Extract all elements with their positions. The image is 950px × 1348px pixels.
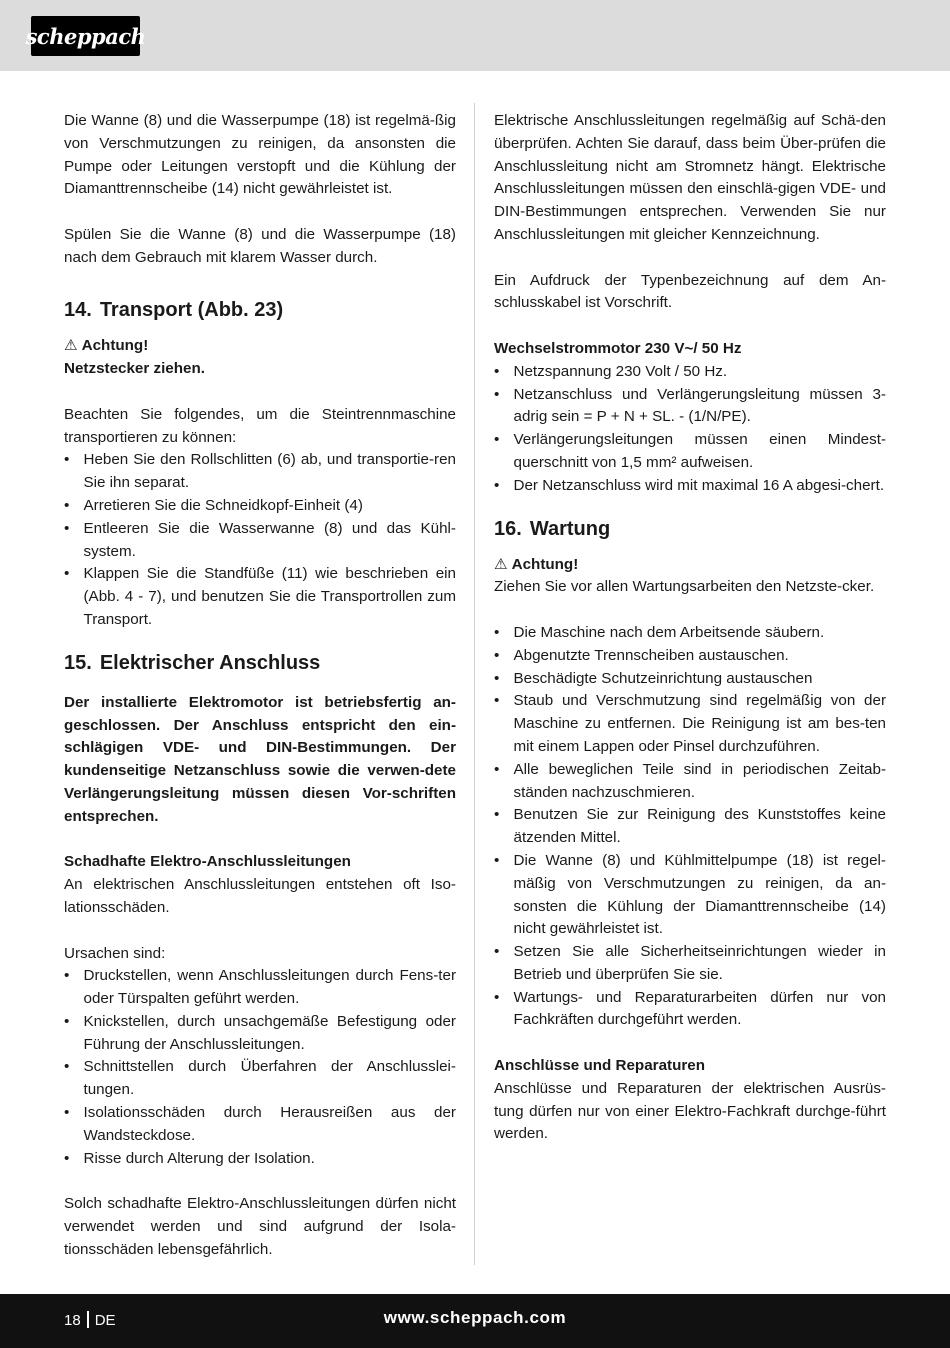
warning-triangle-icon: ⚠ [494, 555, 508, 573]
page-number: 18 [64, 1312, 81, 1329]
section-heading-transport [64, 292, 456, 335]
footer-bar [0, 1294, 950, 1348]
list-item: • Druckstellen, wenn Anschlussleitungen durch Fens-ter oder Türspalten geführt werden. [64, 965, 456, 1011]
website-url: www.scheppach.com [383, 1308, 567, 1327]
list-item: • Knickstellen, durch unsachgemäße Befestigung oder Führung der Anschlussleitungen. [64, 1011, 456, 1057]
paragraph-damaged-cables: An elektrischen Anschlussleitungen entstehen oft Iso-lationsschäden. [64, 876, 456, 916]
subheading-repairs: Anschlüsse und Reparaturen [494, 1057, 705, 1075]
subheading-ac-motor: Wechselstrommotor 230 V~/ 50 Hz [494, 339, 742, 357]
causes-list [64, 965, 456, 1170]
list-item: • Die Wanne (8) und Kühlmittelpumpe (18) ist regel-mäßig von Verschmutzungen zu reinigen, da an-sonsten die Kühlung der Diamanttrennscheibe (14) nicht gewährleistet ist. [494, 850, 886, 941]
list-item: • Beschädigte Schutzeinrichtung austauschen [494, 668, 886, 691]
section-title: Elektrischer Anschluss [99, 651, 321, 674]
list-item: • Entleeren Sie die Wasserwanne (8) und das Kühl-system. [64, 518, 456, 564]
warning-triangle-icon: ⚠ [64, 337, 78, 355]
section-title: Wartung [529, 517, 611, 540]
paragraph-rinse: Spülen Sie die Wanne (8) und die Wasserpumpe (18) nach dem Gebrauch mit klarem Wasser durch. [64, 225, 456, 266]
list-item: • Arretieren Sie die Schneidkopf-Einheit (4) [64, 495, 456, 518]
brand-logo-text: scheppach [25, 23, 146, 49]
brand-logo [25, 16, 146, 56]
transport-intro: Beachten Sie folgendes, um die Steintrennmaschine transportieren zu können: [64, 405, 456, 446]
paragraph-tub-cleaning: Die Wanne (8) und die Wasserpumpe (18) ist regelmä-ßig von Verschmutzungen zu reinigen, da ansonsten die Pumpe oder Leitungen verstopft und die Kühlung der Diamanttrennscheibe (14) nicht gewährleistet ist. [64, 112, 456, 198]
section-number: 15. [64, 651, 92, 674]
section-title: Transport (Abb. 23) [99, 299, 284, 322]
language-code: DE [94, 1312, 116, 1329]
transport-list [64, 449, 456, 631]
warning-text: Netzstecker ziehen. [64, 360, 205, 378]
list-item: • Die Maschine nach dem Arbeitsende säubern. [494, 622, 886, 645]
section-heading-electrical [64, 645, 456, 688]
list-item: • Der Netzanschluss wird mit maximal 16 A abgesi-chert. [494, 475, 886, 498]
warning-label: ⚠ Achtung! [494, 554, 886, 577]
list-item: • Risse durch Alterung der Isolation. [64, 1148, 456, 1171]
list-item: • Heben Sie den Rollschlitten (6) ab, und transportie-ren Sie ihn separat. [64, 449, 456, 495]
left-column [64, 110, 456, 1262]
paragraph-cable-inspection: Elektrische Anschlussleitungen regelmäßig auf Schä-den überprüfen. Achten Sie darauf, dass beim Über-prüfen die Anschlussleitung nicht am Stromnetz hängt. Elektrische Anschlussleitungen müssen den einschlä-gigen VDE- und DIN-Bestimmungen entsprechen. Verwenden Sie nur Anschlussleitungen mit gleicher Kennzeichnung. [494, 112, 886, 243]
section-number: 14. [64, 299, 92, 322]
section-number: 16. [494, 517, 522, 540]
paragraph-repairs: Anschlüsse und Reparaturen der elektrischen Ausrüs-tung dürfen nur von einer Elektro-Fachkraft durchge-führt werden. [494, 1079, 886, 1143]
section-heading-maintenance [494, 511, 886, 554]
warning-text: Ziehen Sie vor allen Wartungsarbeiten den Netzste-cker. [494, 578, 875, 596]
list-item: • Setzen Sie alle Sicherheitseinrichtungen wieder in Betrieb und überprüfen Sie sie. [494, 941, 886, 987]
list-item: • Abgenutzte Trennscheiben austauschen. [494, 645, 886, 668]
header-bar [0, 0, 950, 71]
maintenance-list [494, 622, 886, 1032]
motor-list [494, 361, 886, 498]
paragraph-type-label: Ein Aufdruck der Typenbezeichnung auf dem An-schlusskabel ist Vorschrift. [494, 271, 886, 312]
causes-intro: Ursachen sind: [64, 944, 166, 962]
subheading-damaged-cables: Schadhafte Elektro-Anschlussleitungen [64, 853, 351, 871]
right-column [494, 110, 886, 1146]
column-divider [474, 103, 475, 1265]
list-item: • Netzspannung 230 Volt / 50 Hz. [494, 361, 886, 384]
list-item: • Alle beweglichen Teile sind in periodischen Zeitab-ständen nachzuschmieren. [494, 759, 886, 805]
list-item: • Isolationsschäden durch Herausreißen aus der Wandsteckdose. [64, 1102, 456, 1148]
list-item: • Wartungs- und Reparaturarbeiten dürfen nur von Fachkräften durchgeführt werden. [494, 987, 886, 1033]
list-item: • Klappen Sie die Standfüße (11) wie beschrieben ein (Abb. 4 - 7), und benutzen Sie die Transportrollen zum Transport. [64, 563, 456, 631]
list-item: • Schnittstellen durch Überfahren der Anschlusslei-tungen. [64, 1056, 456, 1102]
list-item: • Benutzen Sie zur Reinigung des Kunststoffes keine ätzenden Mittel. [494, 804, 886, 850]
paragraph-closing-warning: Solch schadhafte Elektro-Anschlussleitungen dürfen nicht verwendet werden und sind aufgrund der Isola-tionsschäden lebensgefährlich. [64, 1195, 456, 1258]
warning-label: ⚠ Achtung! [64, 335, 456, 358]
list-item: • Verlängerungsleitungen müssen einen Mindest-querschnitt von 1,5 mm² aufweisen. [494, 429, 886, 475]
list-item: • Netzanschluss und Verlängerungsleitung müssen 3-adrig sein = P + N + SL. - (1/N/PE). [494, 384, 886, 430]
list-item: • Staub und Verschmutzung sind regelmäßig von der Maschine zu entfernen. Die Reinigung ist am bes-ten mit einem Lappen oder Pinsel durchzuführen. [494, 690, 886, 758]
electrical-notice: Der installierte Elektromotor ist betriebsfertig an-geschlossen. Der Anschluss entspricht den ein-schlägigen VDE- und DIN-Bestimmungen. Der kundenseitige Netzanschluss sowie die verwen-dete Verlängerungsleitung müssen diesen Vor-schriften entsprechen. [64, 693, 456, 825]
